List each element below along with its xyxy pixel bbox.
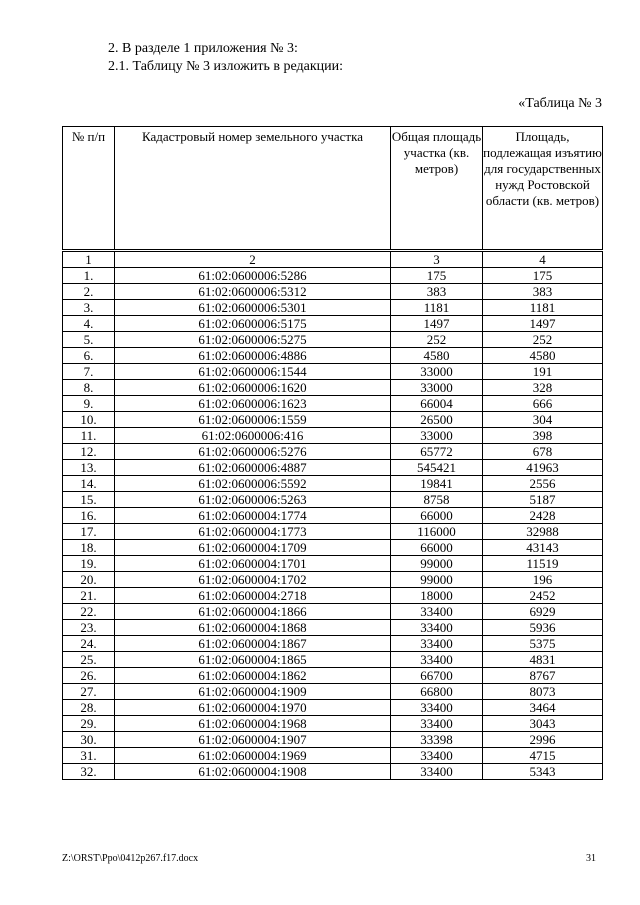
intro-line-2: 2.1. Таблицу № 3 изложить в редакции: [108, 59, 343, 74]
cell-total-area: 66000 [391, 540, 483, 556]
cell-seized-area: 41963 [483, 460, 603, 476]
cell-seized-area: 43143 [483, 540, 603, 556]
cell-seized-area: 2996 [483, 732, 603, 748]
cell-cadastral-number: 61:02:0600006:5276 [115, 444, 391, 460]
cell-total-area: 33400 [391, 700, 483, 716]
cell-cadastral-number: 61:02:0600006:5312 [115, 284, 391, 300]
cell-cadastral-number: 61:02:0600004:1907 [115, 732, 391, 748]
cell-total-area: 33400 [391, 636, 483, 652]
cell-cadastral-number: 61:02:0600004:1865 [115, 652, 391, 668]
intro-line-1: 2. В разделе 1 приложения № 3: [108, 41, 298, 56]
cell-number: 10. [63, 412, 115, 428]
cell-seized-area: 252 [483, 332, 603, 348]
cell-seized-area: 1181 [483, 300, 603, 316]
table-row [63, 700, 603, 716]
cell-seized-area: 5343 [483, 764, 603, 780]
cell-total-area: 19841 [391, 476, 483, 492]
cell-total-area: 66700 [391, 668, 483, 684]
cell-total-area: 66004 [391, 396, 483, 412]
table-row [63, 268, 603, 284]
cell-total-area: 252 [391, 332, 483, 348]
cell-cadastral-number: 61:02:0600004:1866 [115, 604, 391, 620]
cell-seized-area: 3043 [483, 716, 603, 732]
cell-number: 12. [63, 444, 115, 460]
table-row [63, 572, 603, 588]
cell-seized-area: 6929 [483, 604, 603, 620]
cell-number: 9. [63, 396, 115, 412]
cell-seized-area: 196 [483, 572, 603, 588]
cell-total-area: 8758 [391, 492, 483, 508]
table-row [63, 636, 603, 652]
cell-cadastral-number: 61:02:0600006:5301 [115, 300, 391, 316]
header-number: № п/п [63, 127, 115, 251]
footer-file-path: Z:\ORST\Ppo\0412p267.f17.docx [62, 853, 199, 864]
cell-seized-area: 32988 [483, 524, 603, 540]
cell-number: 31. [63, 748, 115, 764]
cell-cadastral-number: 61:02:0600004:1701 [115, 556, 391, 572]
cell-number: 19. [63, 556, 115, 572]
table-row [63, 300, 603, 316]
cell-seized-area: 191 [483, 364, 603, 380]
table-row [63, 476, 603, 492]
table-header-row [63, 127, 603, 251]
table-row [63, 652, 603, 668]
cell-total-area: 66800 [391, 684, 483, 700]
cell-cadastral-number: 61:02:0600006:1559 [115, 412, 391, 428]
cell-cadastral-number: 61:02:0600004:1773 [115, 524, 391, 540]
column-number: 3 [391, 251, 483, 268]
table-row [63, 508, 603, 524]
cell-number: 25. [63, 652, 115, 668]
cell-seized-area: 666 [483, 396, 603, 412]
cell-cadastral-number: 61:02:0600004:2718 [115, 588, 391, 604]
cell-seized-area: 678 [483, 444, 603, 460]
cell-total-area: 33400 [391, 652, 483, 668]
cell-total-area: 33400 [391, 716, 483, 732]
cell-seized-area: 8073 [483, 684, 603, 700]
cell-total-area: 116000 [391, 524, 483, 540]
table-row [63, 716, 603, 732]
cell-cadastral-number: 61:02:0600006:1620 [115, 380, 391, 396]
cell-number: 6. [63, 348, 115, 364]
cell-seized-area: 5375 [483, 636, 603, 652]
cell-number: 7. [63, 364, 115, 380]
cell-cadastral-number: 61:02:0600006:5592 [115, 476, 391, 492]
cell-number: 23. [63, 620, 115, 636]
cell-total-area: 1497 [391, 316, 483, 332]
table-row [63, 428, 603, 444]
table-row [63, 540, 603, 556]
column-number: 2 [115, 251, 391, 268]
cell-cadastral-number: 61:02:0600006:4886 [115, 348, 391, 364]
table-row [63, 668, 603, 684]
cell-seized-area: 398 [483, 428, 603, 444]
table-caption: «Таблица № 3 [518, 96, 602, 111]
table-row [63, 748, 603, 764]
cell-total-area: 33000 [391, 428, 483, 444]
cell-total-area: 99000 [391, 556, 483, 572]
cell-seized-area: 4831 [483, 652, 603, 668]
cell-cadastral-number: 61:02:0600004:1970 [115, 700, 391, 716]
cell-number: 3. [63, 300, 115, 316]
column-number: 1 [63, 251, 115, 268]
cell-seized-area: 8767 [483, 668, 603, 684]
cell-seized-area: 5187 [483, 492, 603, 508]
cell-number: 5. [63, 332, 115, 348]
table-row [63, 380, 603, 396]
cell-number: 1. [63, 268, 115, 284]
cell-total-area: 383 [391, 284, 483, 300]
cell-number: 28. [63, 700, 115, 716]
cell-total-area: 33400 [391, 748, 483, 764]
header-total-area: Общая площадь участка (кв. метров) [391, 127, 483, 251]
cell-number: 29. [63, 716, 115, 732]
cell-cadastral-number: 61:02:0600006:1623 [115, 396, 391, 412]
cell-cadastral-number: 61:02:0600004:1774 [115, 508, 391, 524]
table-row [63, 284, 603, 300]
cell-total-area: 26500 [391, 412, 483, 428]
cell-cadastral-number: 61:02:0600006:5286 [115, 268, 391, 284]
header-cadastral-number: Кадастровый номер земельного участка [115, 127, 391, 251]
cell-number: 22. [63, 604, 115, 620]
cell-total-area: 545421 [391, 460, 483, 476]
table-row [63, 492, 603, 508]
cell-cadastral-number: 61:02:0600004:1709 [115, 540, 391, 556]
cell-seized-area: 4715 [483, 748, 603, 764]
cell-number: 18. [63, 540, 115, 556]
cell-seized-area: 175 [483, 268, 603, 284]
table-row [63, 524, 603, 540]
cell-seized-area: 4580 [483, 348, 603, 364]
cell-seized-area: 5936 [483, 620, 603, 636]
land-plots-table [62, 126, 603, 780]
cell-total-area: 1181 [391, 300, 483, 316]
cell-cadastral-number: 61:02:0600006:5275 [115, 332, 391, 348]
table-row [63, 396, 603, 412]
cell-cadastral-number: 61:02:0600004:1968 [115, 716, 391, 732]
table-row [63, 732, 603, 748]
cell-cadastral-number: 61:02:0600004:1868 [115, 620, 391, 636]
table-row [63, 348, 603, 364]
cell-cadastral-number: 61:02:0600004:1867 [115, 636, 391, 652]
cell-seized-area: 1497 [483, 316, 603, 332]
cell-cadastral-number: 61:02:0600006:5263 [115, 492, 391, 508]
table-row [63, 764, 603, 780]
cell-total-area: 99000 [391, 572, 483, 588]
cell-number: 27. [63, 684, 115, 700]
table-row [63, 316, 603, 332]
cell-cadastral-number: 61:02:0600004:1969 [115, 748, 391, 764]
table-row [63, 684, 603, 700]
cell-number: 11. [63, 428, 115, 444]
cell-total-area: 33398 [391, 732, 483, 748]
footer-page-number: 31 [586, 853, 596, 864]
table-row [63, 412, 603, 428]
cell-number: 20. [63, 572, 115, 588]
cell-seized-area: 328 [483, 380, 603, 396]
table-row [63, 588, 603, 604]
cell-cadastral-number: 61:02:0600006:1544 [115, 364, 391, 380]
table-row [63, 460, 603, 476]
cell-number: 17. [63, 524, 115, 540]
header-seized-area: Площадь, подлежащая изъятию для государственных нужд Ростовской области (кв. метров) [483, 127, 603, 251]
cell-cadastral-number: 61:02:0600004:1862 [115, 668, 391, 684]
cell-total-area: 66000 [391, 508, 483, 524]
cell-total-area: 65772 [391, 444, 483, 460]
cell-number: 2. [63, 284, 115, 300]
cell-number: 26. [63, 668, 115, 684]
cell-number: 32. [63, 764, 115, 780]
cell-seized-area: 2556 [483, 476, 603, 492]
cell-cadastral-number: 61:02:0600004:1702 [115, 572, 391, 588]
cell-total-area: 18000 [391, 588, 483, 604]
cell-total-area: 175 [391, 268, 483, 284]
cell-number: 24. [63, 636, 115, 652]
cell-total-area: 33400 [391, 764, 483, 780]
table-row [63, 604, 603, 620]
cell-number: 15. [63, 492, 115, 508]
cell-cadastral-number: 61:02:0600006:416 [115, 428, 391, 444]
cell-cadastral-number: 61:02:0600004:1908 [115, 764, 391, 780]
cell-number: 8. [63, 380, 115, 396]
cell-number: 16. [63, 508, 115, 524]
column-number-row [63, 251, 603, 268]
table-row [63, 620, 603, 636]
cell-total-area: 33000 [391, 380, 483, 396]
cell-seized-area: 304 [483, 412, 603, 428]
cell-cadastral-number: 61:02:0600006:4887 [115, 460, 391, 476]
cell-number: 13. [63, 460, 115, 476]
cell-seized-area: 2428 [483, 508, 603, 524]
cell-number: 30. [63, 732, 115, 748]
table-row [63, 444, 603, 460]
cell-cadastral-number: 61:02:0600004:1909 [115, 684, 391, 700]
table-row [63, 332, 603, 348]
cell-number: 14. [63, 476, 115, 492]
cell-cadastral-number: 61:02:0600006:5175 [115, 316, 391, 332]
table-row [63, 556, 603, 572]
cell-total-area: 4580 [391, 348, 483, 364]
column-number: 4 [483, 251, 603, 268]
cell-number: 4. [63, 316, 115, 332]
cell-seized-area: 11519 [483, 556, 603, 572]
cell-total-area: 33400 [391, 620, 483, 636]
cell-seized-area: 383 [483, 284, 603, 300]
cell-total-area: 33400 [391, 604, 483, 620]
cell-total-area: 33000 [391, 364, 483, 380]
cell-seized-area: 2452 [483, 588, 603, 604]
table-row [63, 364, 603, 380]
cell-number: 21. [63, 588, 115, 604]
cell-seized-area: 3464 [483, 700, 603, 716]
